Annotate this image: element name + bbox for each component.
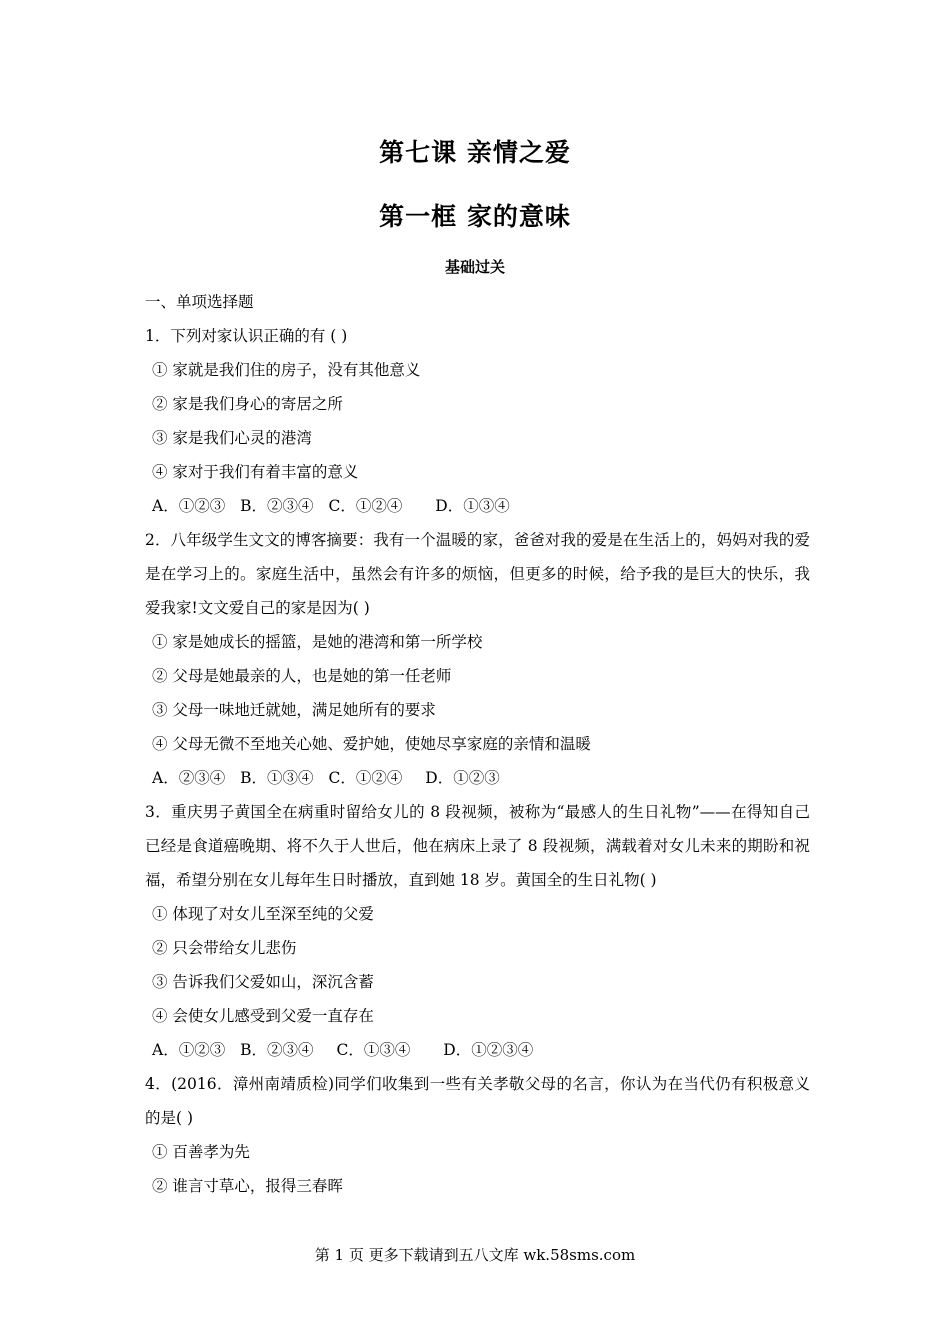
option-item: ④ 家对于我们有着丰富的意义 (152, 463, 359, 481)
option-item: ① 体现了对女儿至深至纯的父爱 (152, 905, 374, 923)
part-heading: 一、单项选择题 (145, 293, 254, 311)
question-stem: 1．下列对家认识正确的有 ( ) (145, 327, 348, 345)
choice-a: A．①②③ (152, 1041, 226, 1059)
page-footer: 第 1 页 更多下载请到五八文库 wk.58sms.com (314, 1246, 636, 1264)
option-item: ① 百善孝为先 (152, 1143, 250, 1161)
choice-d: D．①②③④ (443, 1041, 534, 1059)
question-stem: 3．重庆男子黄国全在病重时留给女儿的 8 段视频，被称为“最感人的生日礼物”——在得知自己已经是食道癌晚期、将不久于人世后，他在病床上录了 8 段视频，满载着对女儿未来的期盼和祝福，希望分别在女儿每年生日时播放，直到她 18 岁。黄国全的生日礼物( ) (145, 803, 810, 889)
option-item: ③ 告诉我们父爱如山，深沉含蓄 (152, 973, 374, 991)
lesson-title: 第七课 亲情之爱 (379, 138, 571, 167)
answer-choices (145, 1033, 810, 1067)
option-item: ① 家就是我们住的房子，没有其他意义 (152, 361, 421, 379)
option-item: ② 家是我们身心的寄居之所 (152, 395, 343, 413)
choice-c: C．①②④ (328, 497, 403, 515)
option-item: ④ 会使女儿感受到父爱一直存在 (152, 1007, 374, 1025)
option-item: ② 谁言寸草心，报得三春晖 (152, 1177, 343, 1195)
choice-d: D．①②③ (425, 769, 500, 787)
choice-c: C．①③④ (336, 1041, 411, 1059)
lesson-subtitle: 第一框 家的意味 (379, 202, 571, 231)
option-item: ② 父母是她最亲的人，也是她的第一任老师 (152, 667, 452, 685)
choice-c: C．①②④ (328, 769, 403, 787)
choice-d: D．①③④ (435, 497, 510, 515)
choice-a: A．①②③ (152, 497, 226, 515)
choice-a: A．②③④ (152, 769, 226, 787)
choice-b: B．②③④ (240, 1041, 314, 1059)
question-stem: 2．八年级学生文文的博客摘要：我有一个温暖的家，爸爸对我的爱是在生活上的，妈妈对我的爱是在学习上的。家庭生活中，虽然会有许多的烦恼，但更多的时候，给予我的是巨大的快乐，我爱我家!文文爱自己的家是因为( ) (145, 531, 810, 617)
option-item: ② 只会带给女儿悲伤 (152, 939, 297, 957)
option-item: ④ 父母无微不至地关心她、爱护她，使她尽享家庭的亲情和温暖 (152, 735, 591, 753)
question-stem: 4．(2016．漳州南靖质检)同学们收集到一些有关孝敬父母的名言，你认为在当代仍有积极意义的是( ) (145, 1075, 810, 1127)
choice-b: B．②③④ (240, 497, 314, 515)
answer-choices (145, 761, 810, 795)
answer-choices (145, 489, 810, 523)
option-item: ③ 父母一味地迁就她，满足她所有的要求 (152, 701, 436, 719)
choice-b: B．①③④ (240, 769, 314, 787)
option-item: ③ 家是我们心灵的港湾 (152, 429, 312, 447)
question-content (145, 285, 810, 1203)
section-heading: 基础过关 (444, 258, 505, 276)
option-item: ① 家是她成长的摇篮，是她的港湾和第一所学校 (152, 633, 483, 651)
